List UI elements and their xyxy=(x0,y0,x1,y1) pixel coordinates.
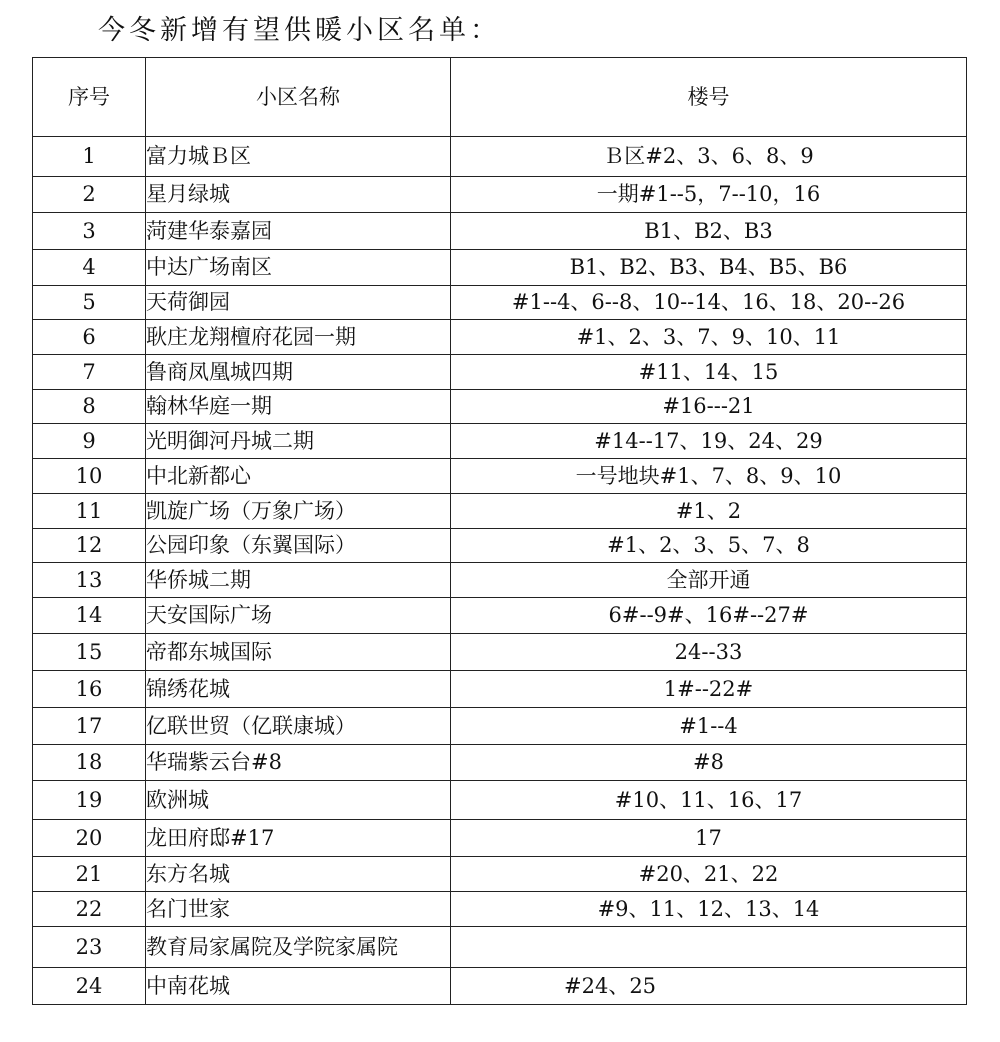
table-row xyxy=(33,250,967,286)
community-name: 耿庄龙翔檀府花园一期 xyxy=(146,320,451,355)
building-numbers: #20、21、22 xyxy=(451,857,967,892)
row-index: 5 xyxy=(33,286,146,320)
table-row xyxy=(33,781,967,820)
community-name: 教育局家属院及学院家属院 xyxy=(146,927,451,968)
building-numbers: 一期#1--5，7--10，16 xyxy=(451,177,967,213)
building-numbers: Ｂ区#2、3、6、8、9 xyxy=(451,137,967,177)
community-name: 名门世家 xyxy=(146,892,451,927)
table-row xyxy=(33,494,967,529)
table-row xyxy=(33,320,967,355)
row-index: 11 xyxy=(33,494,146,529)
row-index: 3 xyxy=(33,213,146,250)
row-index: 2 xyxy=(33,177,146,213)
building-numbers: 全部开通 xyxy=(451,563,967,598)
building-numbers: #1、2、3、5、7、8 xyxy=(451,529,967,563)
community-name: 帝都东城国际 xyxy=(146,634,451,671)
building-numbers: 17 xyxy=(451,820,967,857)
building-numbers: #10、11、16、17 xyxy=(451,781,967,820)
community-name: 光明御河丹城二期 xyxy=(146,424,451,459)
community-name: 东方名城 xyxy=(146,857,451,892)
building-numbers: #1、2 xyxy=(451,494,967,529)
community-name: 中南花城 xyxy=(146,968,451,1005)
table-row xyxy=(33,927,967,968)
community-name: 鲁商凤凰城四期 xyxy=(146,355,451,390)
table-header-row xyxy=(33,58,967,137)
building-numbers: #8 xyxy=(451,745,967,781)
table-body xyxy=(33,137,967,1005)
table-row xyxy=(33,529,967,563)
table-row xyxy=(33,390,967,424)
community-name: 亿联世贸（亿联康城） xyxy=(146,708,451,745)
row-index: 9 xyxy=(33,424,146,459)
table-row xyxy=(33,968,967,1005)
community-name: 龙田府邸#17 xyxy=(146,820,451,857)
row-index: 16 xyxy=(33,671,146,708)
row-index: 13 xyxy=(33,563,146,598)
table-row xyxy=(33,286,967,320)
table-row xyxy=(33,598,967,634)
table-row xyxy=(33,459,967,494)
building-numbers: B1、B2、B3 xyxy=(451,213,967,250)
row-index: 6 xyxy=(33,320,146,355)
row-index: 19 xyxy=(33,781,146,820)
table-row xyxy=(33,177,967,213)
building-numbers: #14--17、19、24、29 xyxy=(451,424,967,459)
table-row xyxy=(33,708,967,745)
community-name: 中北新都心 xyxy=(146,459,451,494)
building-numbers: #9、11、12、13、14 xyxy=(451,892,967,927)
table-row xyxy=(33,857,967,892)
table-row xyxy=(33,355,967,390)
table-row xyxy=(33,213,967,250)
row-index: 22 xyxy=(33,892,146,927)
row-index: 18 xyxy=(33,745,146,781)
building-numbers: #11、14、15 xyxy=(451,355,967,390)
community-name: 菏建华泰嘉园 xyxy=(146,213,451,250)
header-community-name: 小区名称 xyxy=(146,58,451,137)
row-index: 20 xyxy=(33,820,146,857)
row-index: 4 xyxy=(33,250,146,286)
building-numbers: #1--4 xyxy=(451,708,967,745)
table-row xyxy=(33,137,967,177)
header-building-numbers: 楼号 xyxy=(451,58,967,137)
row-index: 15 xyxy=(33,634,146,671)
row-index: 12 xyxy=(33,529,146,563)
page-title: 今冬新增有望供暖小区名单： xyxy=(98,15,501,46)
community-name: 天安国际广场 xyxy=(146,598,451,634)
row-index: 21 xyxy=(33,857,146,892)
row-index: 24 xyxy=(33,968,146,1005)
community-name: 公园印象（东翼国际） xyxy=(146,529,451,563)
row-index: 23 xyxy=(33,927,146,968)
table-row xyxy=(33,745,967,781)
row-index: 8 xyxy=(33,390,146,424)
building-numbers: #16---21 xyxy=(451,390,967,424)
row-index: 1 xyxy=(33,137,146,177)
building-numbers: 1#--22# xyxy=(451,671,967,708)
table-row xyxy=(33,820,967,857)
community-name: 欧洲城 xyxy=(146,781,451,820)
table-row xyxy=(33,563,967,598)
building-numbers: B1、B2、B3、B4、B5、B6 xyxy=(451,250,967,286)
row-index: 10 xyxy=(33,459,146,494)
table-row xyxy=(33,671,967,708)
community-name: 星月绿城 xyxy=(146,177,451,213)
community-name: 翰林华庭一期 xyxy=(146,390,451,424)
community-name: 锦绣花城 xyxy=(146,671,451,708)
building-numbers: 6#--9#、16#--27# xyxy=(451,598,967,634)
header-index: 序号 xyxy=(33,58,146,137)
building-numbers: #24、25 xyxy=(451,968,967,1005)
building-numbers: #1--4、6--8、10--14、16、18、20--26 xyxy=(451,286,967,320)
building-numbers: #1、2、3、7、9、10、11 xyxy=(451,320,967,355)
heating-community-table xyxy=(32,57,967,1005)
community-name: 华瑞紫云台#8 xyxy=(146,745,451,781)
table-row xyxy=(33,634,967,671)
table-row xyxy=(33,892,967,927)
community-name: 富力城Ｂ区 xyxy=(146,137,451,177)
row-index: 7 xyxy=(33,355,146,390)
community-name: 天荷御园 xyxy=(146,286,451,320)
row-index: 17 xyxy=(33,708,146,745)
community-name: 中达广场南区 xyxy=(146,250,451,286)
building-numbers: 24--33 xyxy=(451,634,967,671)
table-row xyxy=(33,424,967,459)
row-index: 14 xyxy=(33,598,146,634)
building-numbers xyxy=(451,927,967,968)
community-name: 凯旋广场（万象广场） xyxy=(146,494,451,529)
building-numbers: 一号地块#1、7、8、9、10 xyxy=(451,459,967,494)
community-name: 华侨城二期 xyxy=(146,563,451,598)
